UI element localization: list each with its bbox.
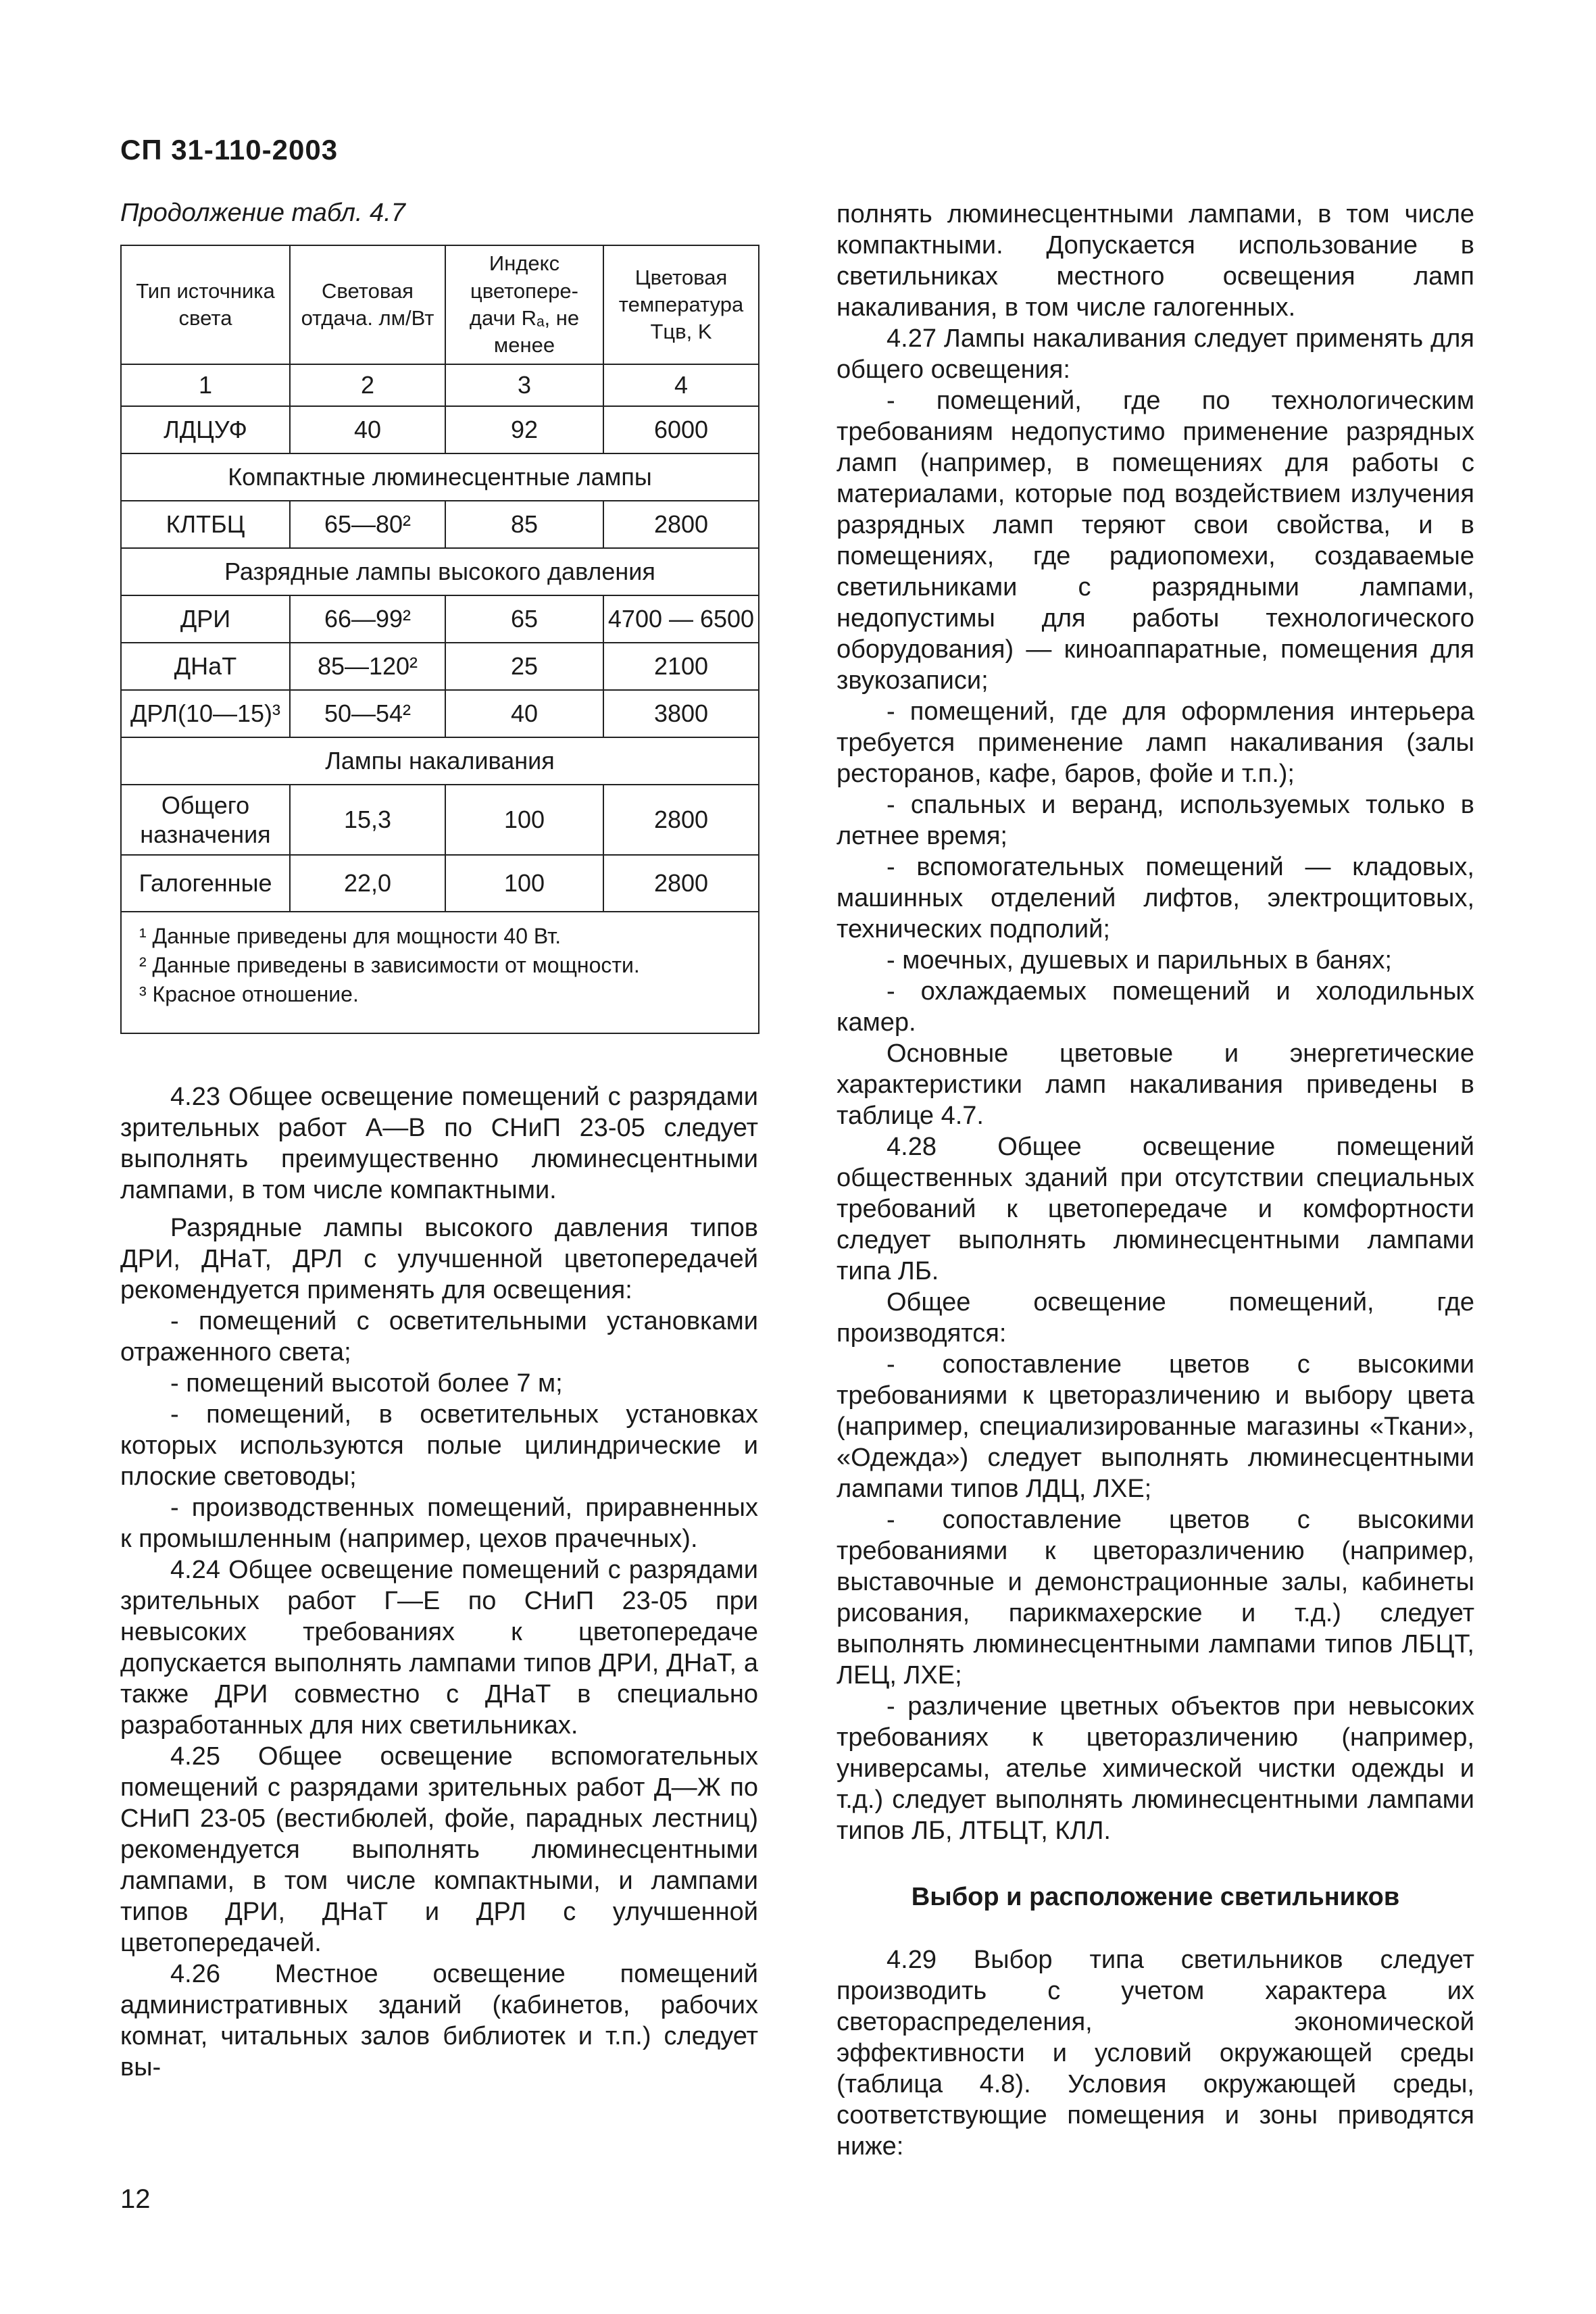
- column-number-row: [121, 364, 759, 406]
- column-number: 2: [290, 364, 445, 406]
- paragraph: 4.23 Общее освещение помещений с разрядами зрительных работ А—В по СНиП 23-05 следует выполнять преимущественно люминесцентными лампами, в том числе компактными.: [120, 1083, 758, 1204]
- table-cell: 2800: [603, 785, 759, 855]
- table-notes: [121, 912, 759, 1033]
- list-item: - спальных и веранд, используемых только в летнее время;: [837, 791, 1474, 850]
- list-item: - моечных, душевых и парильных в банях;: [887, 946, 1392, 975]
- list-item: - помещений, где по технологическим требованиям недопустимо применение разрядных ламп (например, в помещениях для работы с материалами, которые под воздействием излучения разрядных ламп теряют свои свойства, и в помещениях, где радиопомехи, создаваемые светильниками с разрядными лампами, недопустимы для работы технологического оборудования) — киноаппаратные, помещения для звукозаписи;: [837, 387, 1474, 695]
- table-cell: КЛТБЦ: [121, 501, 290, 548]
- list-item: - охлаждаемых помещений и холодильных камер.: [837, 977, 1474, 1037]
- table-cell: 2800: [603, 501, 759, 548]
- table-row: [121, 406, 759, 453]
- list-item: - производственных помещений, приравненных к промышленным (например, цехов прачечных).: [120, 1494, 758, 1553]
- table-note: ² Данные приведены в зависимости от мощности.: [139, 953, 640, 978]
- table-cell: 6000: [603, 406, 759, 453]
- group-label: Лампы накаливания: [121, 737, 759, 785]
- paragraph: Общее освещение помещений, где производятся:: [837, 1288, 1474, 1348]
- paragraph: Основные цветовые и энергетические характеристики ламп накаливания приведены в таблице 4.7.: [837, 1039, 1474, 1130]
- table-cell: 4700 — 6500: [603, 595, 759, 643]
- paragraph: 4.25 Общее освещение вспомогательных помещений с разрядами зрительных работ Д—Ж по СНиП 23-05 (вестибюлей, фойе, парадных лестниц) рекомендуется выполнять люминесцентными лампами, в том числе компактными, и лампами типов ДРИ, ДНаТ и ДРЛ с улучшенной цветопередачей.: [120, 1742, 758, 1957]
- paragraph: 4.28 Общее освещение помещений общественных зданий при отсутствии специальных требований к цветопередаче и комфортности следует выполнять люминесцентными лампами типа ЛБ.: [837, 1133, 1474, 1285]
- table-row: [121, 595, 759, 643]
- column-header: Световая отдача. лм/Вт: [290, 245, 445, 364]
- table-cell: 40: [290, 406, 445, 453]
- column-number: 4: [603, 364, 759, 406]
- table-cell: Общего назначения: [121, 785, 290, 855]
- table-cell: 2100: [603, 643, 759, 690]
- column-number: 1: [121, 364, 290, 406]
- right-text-column: [837, 199, 1474, 2162]
- list-item: - различение цветных объектов при невысоких требованиях к цветоразличению (например, универсамы, ателье химической чистки одежды и т.д.) следует выполнять люминесцентными лампами типов ЛБ, ЛТБЦТ, КЛЛ.: [837, 1692, 1474, 1845]
- paragraph: полнять люминесцентными лампами, в том числе компактными. Допускается использование в светильниках местного освещения ламп накаливания, в том числе галогенных.: [837, 200, 1474, 322]
- table-group-row: [121, 548, 759, 595]
- column-header: Индекс цветопере-дачи Rₐ, не менее: [445, 245, 603, 364]
- list-item: - вспомогательных помещений — кладовых, машинных отделений лифтов, электрощитовых, технических подполий;: [837, 853, 1474, 943]
- table-row: [121, 501, 759, 548]
- list-item: - помещений высотой более 7 м;: [170, 1369, 563, 1398]
- table-cell: 40: [445, 690, 603, 737]
- list-item: - сопоставление цветов с высокими требованиями к цветоразличению (например, выставочные и демонстрационные залы, кабинеты рисования, парикмахерские и т.д.) следует выполнять люминесцентными лампами типов ЛБЦТ, ЛЕЦ, ЛХЕ;: [837, 1506, 1474, 1690]
- column-header: Тип источника света: [121, 245, 290, 364]
- paragraph: 4.24 Общее освещение помещений с разрядами зрительных работ Г—Е по СНиП 23-05 при невысоких требованиях к цветопередаче допускается выполнять лампами типов ДРИ, ДНаТ, а также ДРИ совместно с ДНаТ в специально разработанных для них светильниках.: [120, 1556, 758, 1740]
- paragraph: 4.29 Выбор типа светильников следует производить с учетом характера их светораспределения, экономической эффективности и условий окружающей среды (таблица 4.8). Условия окружающей среды, соответствующие помещения и зоны приводятся ниже:: [837, 1946, 1474, 2161]
- table-row: [121, 855, 759, 912]
- section-heading: Выбор и расположение светильников: [911, 1883, 1400, 1911]
- document-code: СП 31-110-2003: [120, 134, 339, 166]
- table-header-row: [121, 245, 759, 364]
- table-cell: 65—80²: [290, 501, 445, 548]
- list-item: - помещений, в осветительных установках которых используются полые цилиндрические и плоские световоды;: [120, 1400, 758, 1491]
- table-note: ³ Красное отношение.: [139, 982, 359, 1007]
- table-cell: ДРЛ(10—15)³: [121, 690, 290, 737]
- table-cell: 100: [445, 855, 603, 912]
- table-cell: 2800: [603, 855, 759, 912]
- table-cell: ДНаТ: [121, 643, 290, 690]
- column-header: Цветовая температура Тцв, K: [603, 245, 759, 364]
- table-group-row: [121, 737, 759, 785]
- column-number: 3: [445, 364, 603, 406]
- list-item: - сопоставление цветов с высокими требованиями к цветоразличению и выбору цвета (например, специализированные магазины «Ткани», «Одежда») следует выполнять люминесцентными лампами типов ЛДЦ, ЛХЕ;: [837, 1350, 1474, 1503]
- table-notes-row: [121, 912, 759, 1033]
- table-cell: 15,3: [290, 785, 445, 855]
- group-label: Компактные люминесцентные лампы: [121, 453, 759, 501]
- table-note: ¹ Данные приведены для мощности 40 Вт.: [139, 924, 562, 948]
- table-cell: Галогенные: [121, 855, 290, 912]
- table-cell: 50—54²: [290, 690, 445, 737]
- table-cell: 65: [445, 595, 603, 643]
- lamp-characteristics-table: [120, 245, 759, 1034]
- table-group-row: [121, 453, 759, 501]
- table-cell: 66—99²: [290, 595, 445, 643]
- table-row: [121, 690, 759, 737]
- table-row: [121, 643, 759, 690]
- table-cell: 25: [445, 643, 603, 690]
- table-cell: 22,0: [290, 855, 445, 912]
- table-cell: 92: [445, 406, 603, 453]
- list-item: - помещений с осветительными установками отраженного света;: [120, 1307, 758, 1367]
- table-cell: 3800: [603, 690, 759, 737]
- table-cell: 85—120²: [290, 643, 445, 690]
- list-item: - помещений, где для оформления интерьера требуется применение ламп накаливания (залы ресторанов, кафе, баров, фойе и т.п.);: [837, 697, 1474, 788]
- table-cell: ЛДЦУФ: [121, 406, 290, 453]
- left-text-column: [120, 1081, 758, 2083]
- page-number: 12: [120, 2184, 151, 2214]
- paragraph: 4.27 Лампы накаливания следует применять для общего освещения:: [837, 324, 1474, 384]
- table-cell: 100: [445, 785, 603, 855]
- paragraph: Разрядные лампы высокого давления типов ДРИ, ДНаТ, ДРЛ с улучшенной цветопередачей рекомендуется применять для освещения:: [120, 1214, 758, 1304]
- table-cell: ДРИ: [121, 595, 290, 643]
- table-caption: Продолжение табл. 4.7: [120, 199, 405, 227]
- table-cell: 85: [445, 501, 603, 548]
- table-row: [121, 785, 759, 855]
- paragraph: 4.26 Местное освещение помещений административных зданий (кабинетов, рабочих комнат, читальных залов библиотек и т.п.) следует вы-: [120, 1960, 758, 2082]
- group-label: Разрядные лампы высокого давления: [121, 548, 759, 595]
